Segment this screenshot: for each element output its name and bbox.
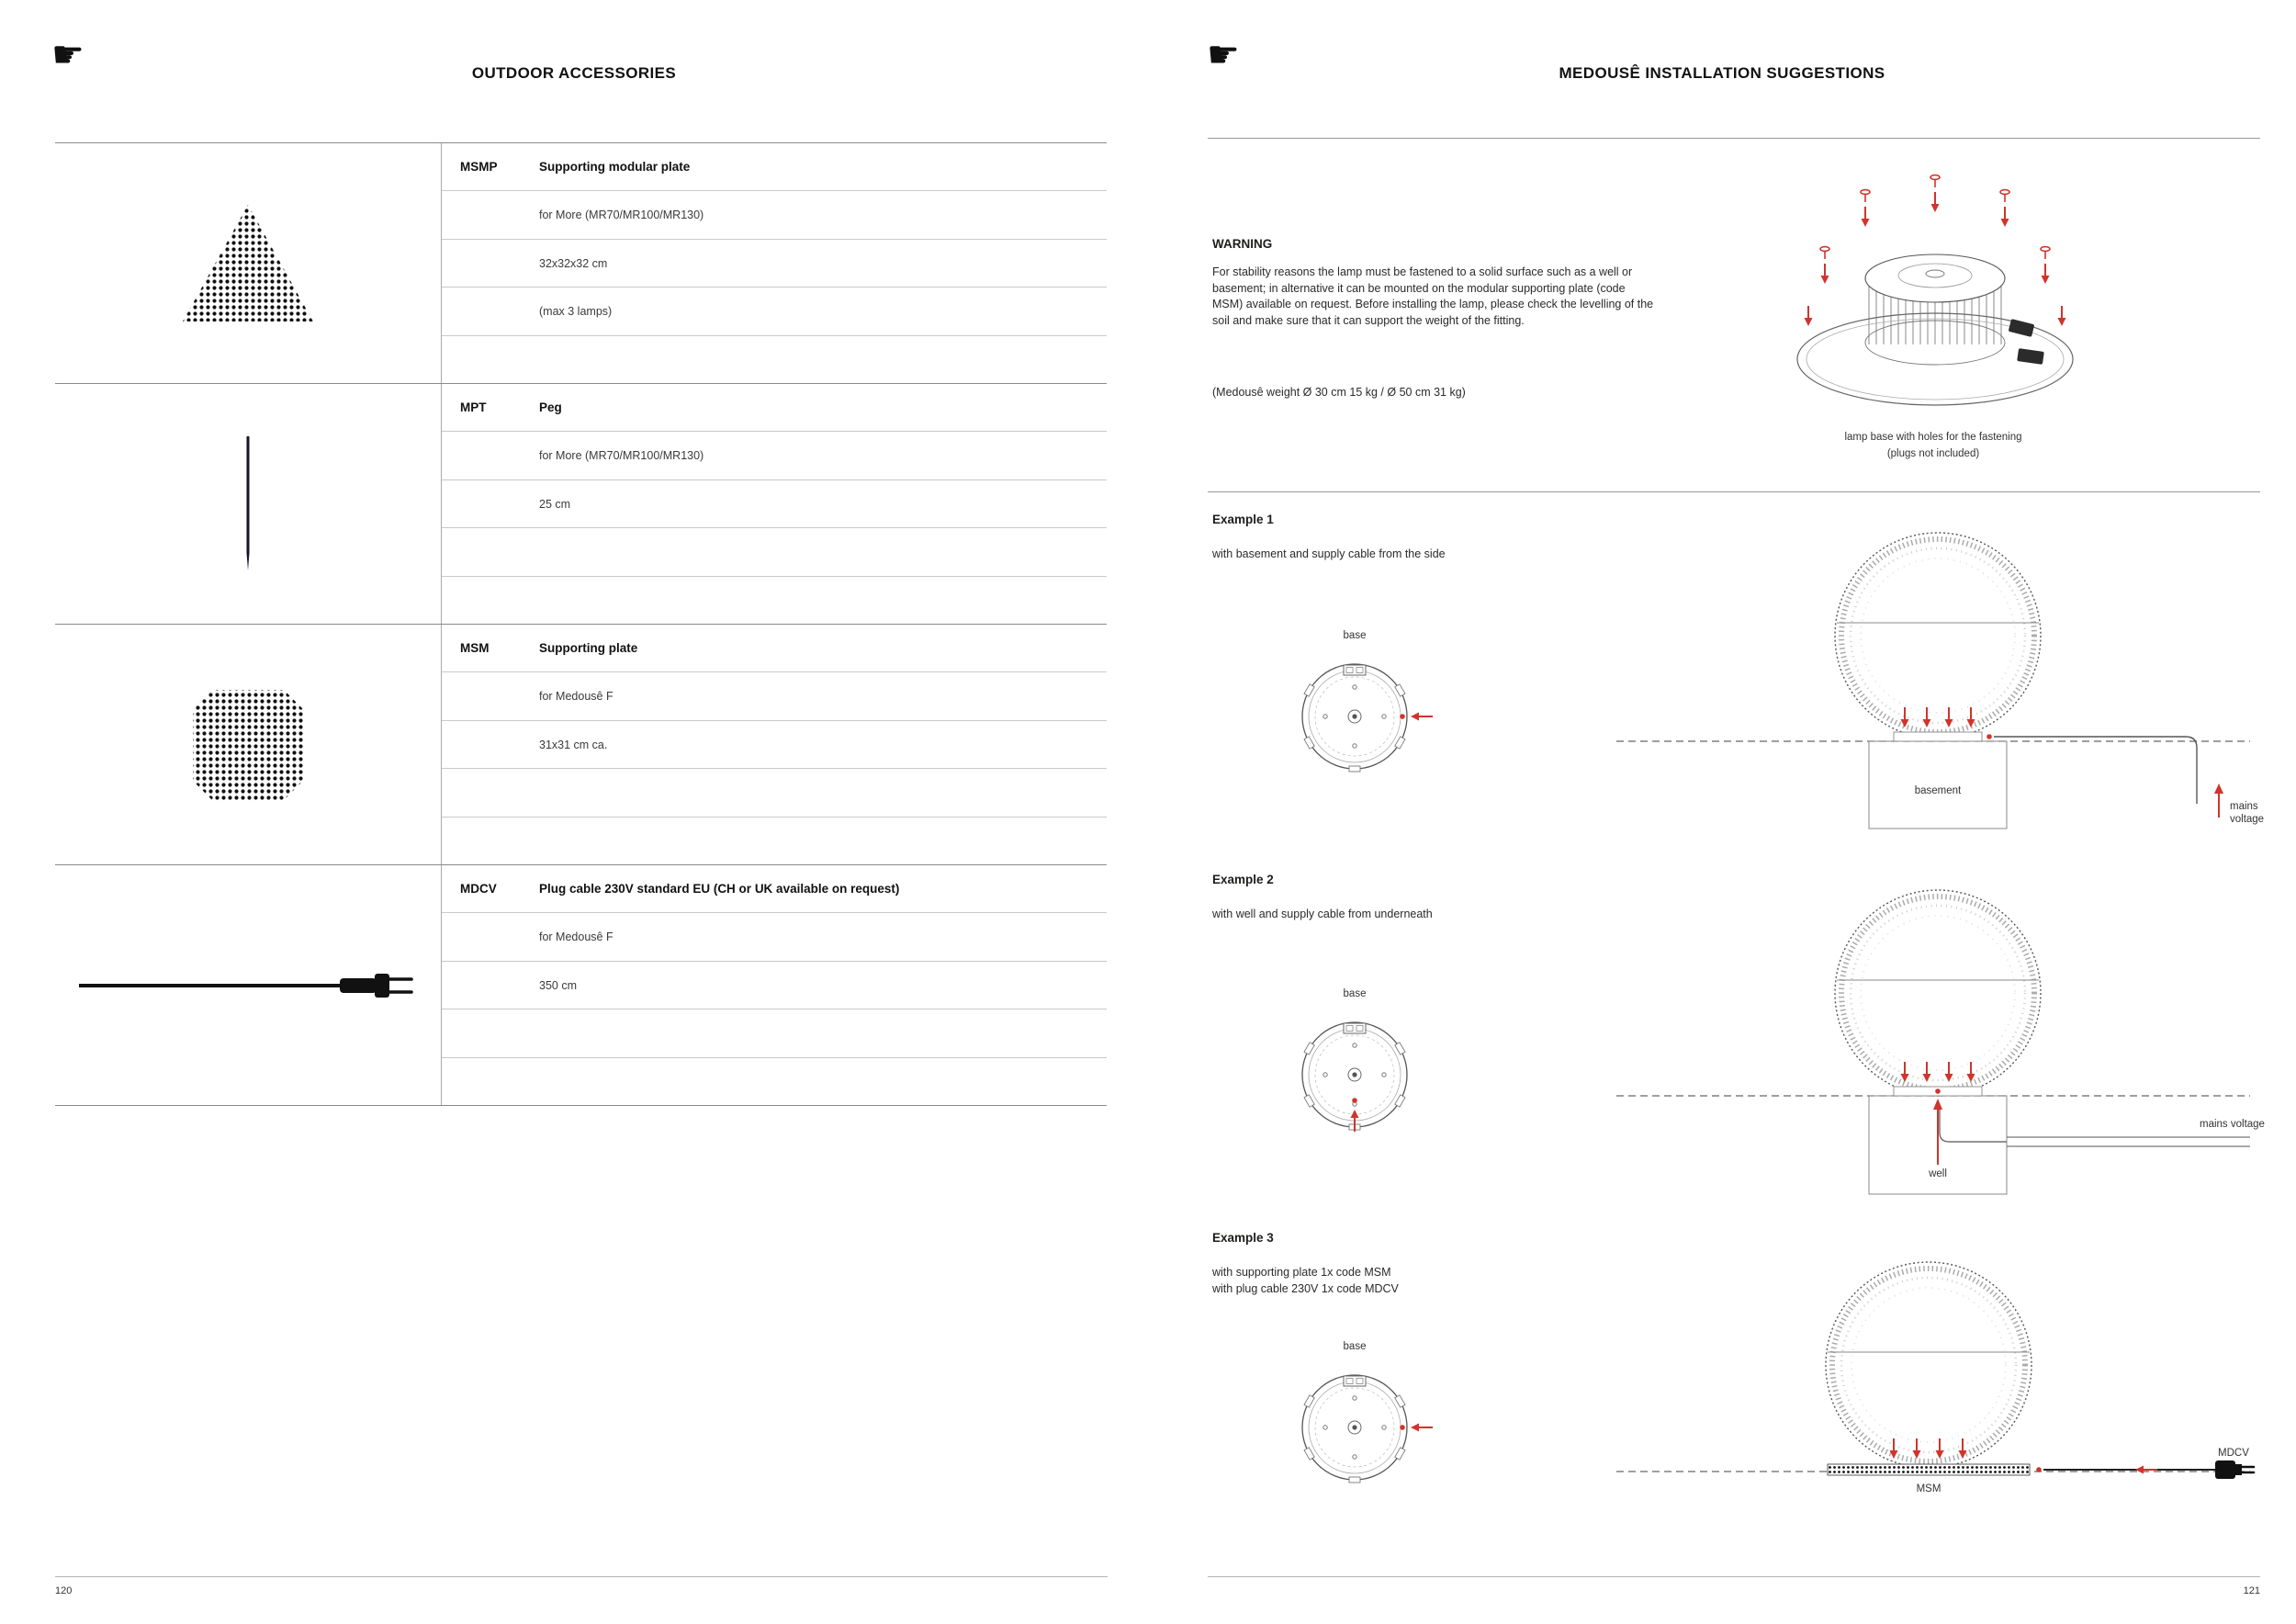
product-detail-row: for More (MR70/MR100/MR130) — [442, 191, 1107, 239]
peg-icon — [237, 433, 259, 575]
product-code: MSM — [460, 641, 490, 656]
octagon-dotted-plate-icon — [188, 685, 308, 805]
mains-voltage-label-line1: mains — [2230, 801, 2258, 812]
example2-heading: Example 2 — [1212, 873, 1274, 886]
product-detail-row: 350 cm — [442, 962, 1107, 1009]
page-title: MEDOUSÊ INSTALLATION SUGGESTIONS — [1559, 64, 1885, 82]
product-block-msmp — [55, 142, 1107, 383]
mains-voltage-label-line2: voltage — [2230, 814, 2265, 825]
warning-body: For stability reasons the lamp must be fastened to a solid surface such as a well or basement; in alternative it can be mounted on the modular supporting plate (code MSM) available on request. Before installing the lamp, please check the levelling of the soil and make sure that it can support the weight of the fitting. — [1212, 265, 1654, 327]
product-detail-row: for Medousê F — [442, 913, 1107, 961]
product-detail-row: 25 cm — [442, 480, 1107, 528]
product-block-mdcv — [55, 864, 1107, 1105]
example3-base-top-view — [1290, 1363, 1437, 1492]
mains-voltage-label: mains voltage — [2200, 1119, 2265, 1130]
product-detail-row — [442, 528, 1107, 576]
page-medouse-installation — [1148, 0, 2296, 1624]
product-header-row — [442, 143, 1107, 191]
product-code: MSMP — [460, 160, 498, 175]
product-detail-row — [442, 1009, 1107, 1057]
example2-base-label: base — [1343, 988, 1367, 999]
section-rule — [1208, 491, 2260, 492]
product-header-row — [442, 625, 1107, 672]
product-header-row — [442, 865, 1107, 913]
basement-label: basement — [1914, 785, 1962, 796]
product-detail-row: 32x32x32 cm — [442, 240, 1107, 288]
product-block-mpt — [55, 383, 1107, 624]
lamp-base-illustration — [1777, 170, 2089, 427]
example1-heading: Example 1 — [1212, 513, 1274, 526]
product-detail-row — [442, 577, 1107, 624]
example3-heading: Example 3 — [1212, 1231, 1274, 1245]
pointing-hand-icon: ☛ — [1207, 35, 1240, 75]
example2-base-top-view — [1290, 1010, 1437, 1139]
lamp-base-caption-line1: lamp base with holes for the fastening — [1844, 432, 2022, 443]
example1-diagram — [1607, 514, 2259, 873]
product-code: MDCV — [460, 882, 497, 897]
example3-base-label: base — [1343, 1341, 1367, 1352]
table-bottom-rule — [55, 1105, 1107, 1106]
example1-base-top-view — [1290, 652, 1437, 781]
msmp-plate-illustration — [55, 143, 441, 383]
example3-description-line2: with plug cable 230V 1x code MDCV — [1212, 1282, 1399, 1295]
triangle-dotted-plate-icon — [179, 201, 317, 325]
product-header-row — [442, 384, 1107, 432]
page-number: 121 — [2243, 1585, 2260, 1596]
product-name: Supporting plate — [539, 641, 638, 656]
product-detail-row: for Medousê F — [442, 672, 1107, 720]
example1-base-label: base — [1343, 630, 1367, 641]
page-number: 120 — [55, 1585, 73, 1596]
mdcv-cable-illustration — [55, 865, 441, 1105]
product-name: Plug cable 230V standard EU (CH or UK available on request) — [539, 882, 900, 897]
mdcv-label: MDCV — [2218, 1448, 2249, 1459]
product-block-msm — [55, 624, 1107, 864]
product-detail-row: 31x31 cm ca. — [442, 721, 1107, 769]
product-detail-row — [442, 336, 1107, 383]
product-detail-row — [442, 1058, 1107, 1105]
page-title: OUTDOOR ACCESSORIES — [471, 64, 677, 82]
example3-diagram — [1607, 1231, 2259, 1598]
plug-cable-icon — [77, 965, 419, 1006]
lamp-base-caption-line2: (plugs not included) — [1886, 448, 1980, 459]
product-detail-row — [442, 818, 1107, 864]
product-detail-row: (max 3 lamps) — [442, 288, 1107, 335]
well-label: well — [1929, 1168, 1947, 1179]
product-code: MPT — [460, 400, 487, 415]
warning-heading: WARNING — [1212, 237, 1273, 251]
footer-rule — [1208, 1576, 2260, 1577]
mpt-peg-illustration — [55, 384, 441, 624]
product-detail-row — [442, 769, 1107, 817]
example3-description-line1: with supporting plate 1x code MSM — [1212, 1266, 1391, 1279]
weight-note: (Medousê weight Ø 30 cm 15 kg / Ø 50 cm 31 kg) — [1212, 386, 1466, 399]
example2-description: with well and supply cable from underneath — [1212, 908, 1433, 920]
example1-description: with basement and supply cable from the side — [1212, 547, 1446, 560]
msm-label: MSM — [1916, 1483, 1941, 1494]
product-name: Peg — [539, 400, 562, 415]
product-name: Supporting modular plate — [539, 160, 691, 175]
footer-rule — [55, 1576, 1108, 1577]
msm-plate-illustration — [55, 625, 441, 864]
pointing-hand-icon: ☛ — [51, 35, 84, 75]
header-rule — [1208, 138, 2260, 139]
product-detail-row: for More (MR70/MR100/MR130) — [442, 432, 1107, 479]
